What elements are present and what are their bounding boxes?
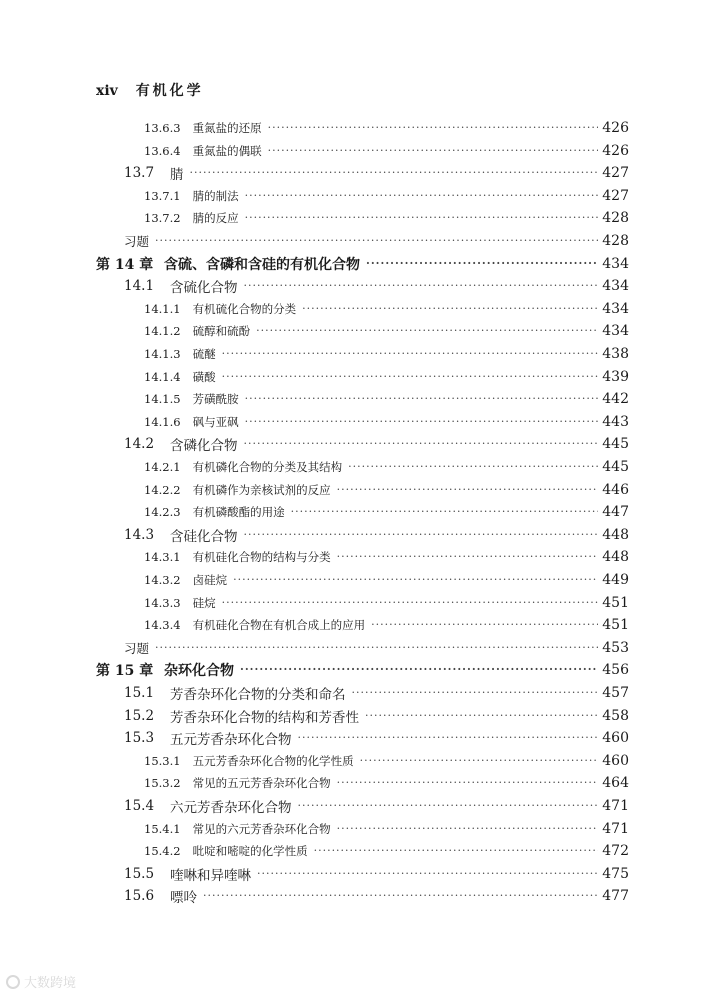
toc-entry-title: 五元芳香杂环化合物的化学性质 [192,753,354,768]
toc-entry-page: 445 [602,436,629,453]
toc-entry-number: 14.2.1 [144,460,181,474]
toc-entry-title: 卤硅烷 [192,573,228,587]
toc-entry-sub [144,298,629,320]
dot-leader [371,614,598,636]
dot-leader [314,840,599,862]
page-header [96,80,204,100]
toc-entry-page: 438 [602,346,629,362]
dot-leader [337,818,599,840]
toc-entry-title: 有机磷作为亲核试剂的反应 [192,482,331,497]
toc-entry-page: 439 [602,368,629,385]
toc-entry-title: 五元芳香杂环化合物 [170,732,292,749]
toc-entry-sub [144,320,629,342]
toc-entry-page: 460 [602,730,629,747]
toc-entry-page: 460 [602,752,629,769]
toc-entry-page: 447 [602,504,629,521]
toc-entry-title: 有机硫化合物的分类 [192,301,297,316]
dot-leader [233,569,598,591]
toc-entry-number: 14.1.2 [144,324,181,339]
toc-entry-number: 14.2 [124,436,155,453]
toc-entry-page: 457 [602,685,629,701]
toc-entry-number: 15.4.1 [144,821,181,836]
dot-leader [337,479,599,501]
toc-entry-number: 14.1.1 [144,301,181,316]
toc-entry-number: 14.1.6 [144,414,181,429]
toc-entry-number: 15.3.1 [144,753,181,768]
page-number: xiv [96,83,118,99]
toc-entry-sub [144,207,629,229]
toc-entry-title: 有机硅化合物在有机合成上的应用 [192,618,366,633]
dot-leader [257,863,598,885]
dot-leader [348,456,598,478]
dot-leader [302,298,598,320]
watermark-logo-icon [6,975,20,989]
toc-entry-number: 15.6 [124,888,155,905]
toc-entry-sub [144,479,629,501]
toc-entry-section [124,705,629,727]
toc-entry-page: 442 [602,391,629,408]
toc-entry-number: 15.4.2 [144,844,181,859]
toc-entry-page: 446 [602,481,629,498]
toc-entry-sub [144,840,629,862]
toc-entry-section [124,275,629,297]
toc-entry-number: 13.6.3 [144,121,181,135]
toc-entry-number: 14.3 [124,526,155,543]
toc-entry-title: 含硅化合物 [170,528,238,545]
toc-entry-title: 有机磷酸酯的用途 [192,505,285,520]
toc-entry-sub [144,501,629,523]
toc-entry-section [124,885,629,907]
toc-entry-sub [144,388,629,410]
toc-entry-number: 13.7.1 [144,188,181,203]
dot-leader [155,637,598,659]
toc-entry-section [124,433,629,455]
toc-entry-title: 硫醚 [192,347,216,361]
toc-entry-title: 腈的反应 [192,211,239,226]
toc-entry-page: 434 [602,323,629,340]
toc-entry-section [124,682,629,704]
toc-entry-page: 443 [602,413,629,430]
toc-entry-title: 磺酸 [192,369,216,384]
toc-entry-number: 第 15 章 [96,663,154,680]
book-title: 有机化学 [135,83,204,99]
toc-entry-ex [124,230,629,252]
toc-entry-number: 14.1.3 [144,347,181,361]
toc-entry-number: 第 14 章 [96,256,154,273]
toc-entry-title: 重氮盐的还原 [192,121,262,135]
toc-entry-section [124,524,629,546]
dot-leader [222,592,599,614]
toc-entry-page: 471 [602,820,629,837]
toc-entry-title: 六元芳香杂环化合物 [170,800,292,816]
toc-entry-sub [144,366,629,388]
toc-entry-page: 428 [602,210,629,227]
toc-entry-title: 吡啶和嘧啶的化学性质 [192,844,308,859]
toc-entry-title: 嘌呤 [170,890,197,907]
dot-leader [352,682,599,704]
toc-entry-page: 458 [602,707,629,724]
toc-entry-title: 常见的五元芳香杂环化合物 [192,776,331,791]
toc-entry-title: 常见的六元芳香杂环化合物 [192,821,331,836]
toc-entry-title: 有机硅化合物的结构与分类 [192,550,331,565]
toc-entry-sub [144,818,629,840]
toc-entry-ex [124,637,629,659]
dot-leader [268,140,599,162]
dot-leader [240,659,598,681]
dot-leader [366,253,598,275]
dot-leader [245,411,599,433]
toc-entry-page: 451 [602,617,629,634]
toc-entry-page: 453 [602,639,629,656]
toc-entry-number: 14.1.5 [144,392,181,407]
dot-leader [155,230,598,252]
toc-entry-page: 428 [602,233,629,249]
toc-entry-number: 15.5 [124,865,155,882]
toc-entry-number: 13.7 [124,165,155,182]
toc-entry-sub [144,546,629,568]
dot-leader [298,795,599,817]
toc-entry-page: 477 [602,888,629,905]
toc-entry-sub [144,117,629,139]
toc-entry-page: 471 [602,798,629,814]
toc-entry-sub [144,456,629,478]
toc-entry-title: 芳香杂环化合物的结构和芳香性 [170,709,359,726]
toc-entry-page: 472 [602,843,629,860]
toc-entry-page: 445 [602,459,629,475]
toc-entry-number: 14.2.2 [144,482,181,497]
dot-leader [222,343,599,365]
dot-leader [337,546,599,568]
toc-entry-sub [144,343,629,365]
toc-entry-sub [144,569,629,591]
toc-entry-sub [144,185,629,207]
dot-leader [256,320,598,342]
toc-entry-number: 14.3.2 [144,573,181,587]
toc-entry-number: 15.3.2 [144,776,181,791]
dot-leader [268,117,599,139]
toc-entry-sub [144,614,629,636]
toc-entry-page: 427 [602,187,629,204]
toc-entry-page: 456 [602,662,629,679]
toc-entry-title: 有机磷化合物的分类及其结构 [192,460,343,474]
toc-entry-number: 14.3.3 [144,595,181,610]
toc-entry-page: 434 [602,300,629,317]
toc-entry-title: 喹啉和异喹啉 [170,867,251,884]
toc-entry-title: 腈 [170,167,184,184]
toc-entry-section [124,863,629,885]
toc-entry-title: 芳磺酰胺 [192,392,239,407]
toc-entry-title: 习题 [124,234,150,249]
dot-leader [365,705,598,727]
toc-entry-section [124,727,629,749]
toc-entry-page: 449 [602,572,629,588]
toc-entry-chapter [96,659,629,681]
toc-entry-number: 14.3.4 [144,618,181,633]
dot-leader [244,524,599,546]
toc-entry-number: 14.2.3 [144,505,181,520]
toc-entry-page: 426 [602,142,629,159]
toc-entry-title: 杂环化合物 [164,663,234,680]
toc-entry-page: 448 [602,549,629,566]
toc-entry-page: 434 [602,278,629,295]
toc-entry-page: 475 [602,865,629,882]
toc-entry-title: 腈的制法 [192,188,239,203]
toc-entry-page: 434 [602,255,629,272]
toc-entry-number: 15.2 [124,707,155,724]
dot-leader [222,366,599,388]
toc-entry-title: 硫醇和硫酚 [192,324,251,339]
dot-leader [190,162,599,184]
toc-entry-sub [144,140,629,162]
toc-entry-number: 13.6.4 [144,143,181,158]
toc-entry-section [124,795,629,817]
watermark [6,972,76,991]
dot-leader [291,501,599,523]
toc-entry-number: 15.3 [124,730,155,747]
toc-entry-page: 426 [602,120,629,136]
toc-entry-sub [144,411,629,433]
toc-entry-sub [144,592,629,614]
toc-entry-chapter [96,253,629,275]
dot-leader [244,433,599,455]
watermark-text: 大数跨境 [24,976,77,991]
toc-entry-page: 427 [602,165,629,182]
dot-leader [337,772,599,794]
dot-leader [298,727,599,749]
toc-entry-number: 13.7.2 [144,211,181,226]
toc-entry-number: 14.3.1 [144,550,181,565]
dot-leader [245,388,599,410]
toc-entry-sub [144,750,629,772]
dot-leader [203,885,598,907]
toc-entry-number: 15.4 [124,798,155,814]
dot-leader [245,207,599,229]
toc-entry-title: 含硫化合物 [170,280,238,297]
toc-entry-title: 重氮盐的偶联 [192,143,262,158]
toc-entry-page: 448 [602,526,629,543]
toc-entry-page: 464 [602,775,629,792]
toc-entry-title: 含硫、含磷和含硅的有机化合物 [164,256,360,273]
toc-entry-page: 451 [602,594,629,611]
toc-entry-sub [144,772,629,794]
toc-entry-title: 硅烷 [192,595,216,610]
toc-entry-number: 15.1 [124,685,155,701]
dot-leader [245,185,599,207]
toc-entry-title: 含磷化合物 [170,438,238,455]
dot-leader [244,275,599,297]
toc-entry-section [124,162,629,184]
toc-entry-title: 芳香杂环化合物的分类和命名 [170,687,346,703]
toc-entry-number: 14.1.4 [144,369,181,384]
toc-entry-title: 砜与亚砜 [192,414,239,429]
toc-entry-number: 14.1 [124,278,155,295]
dot-leader [360,750,599,772]
toc-entry-title: 习题 [124,640,150,656]
